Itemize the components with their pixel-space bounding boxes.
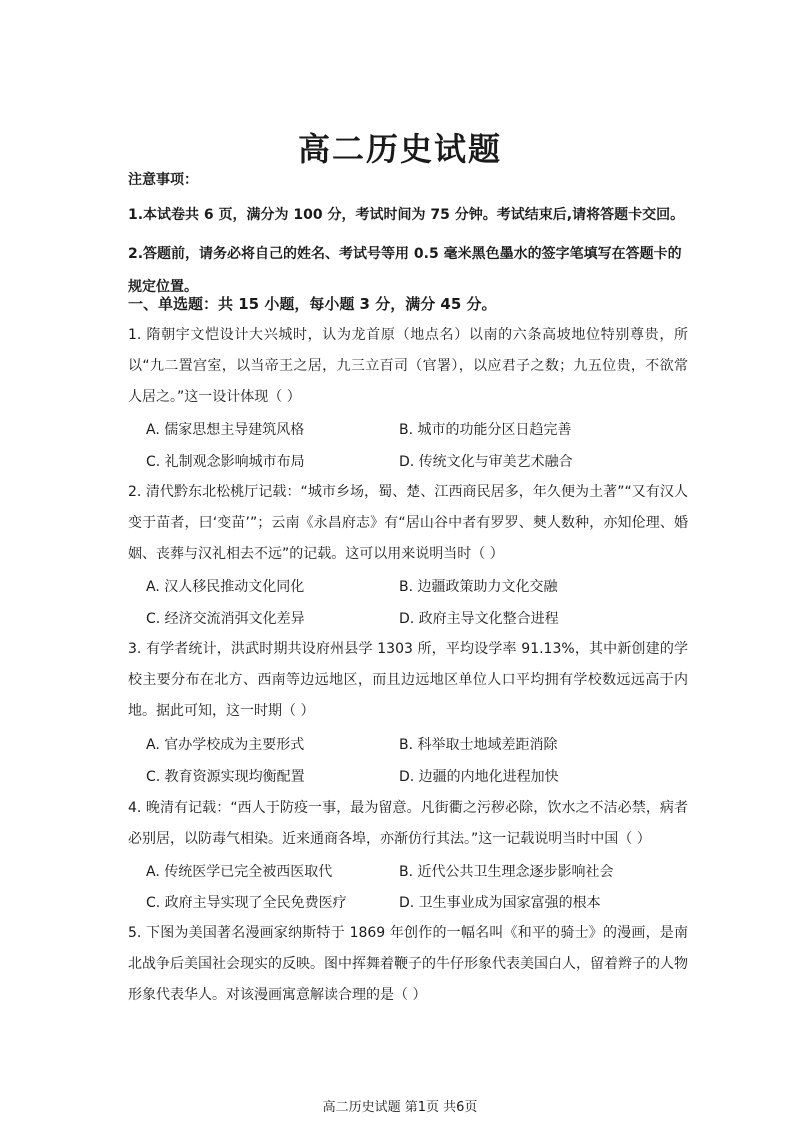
notice-heading: 注意事项： [128,172,198,188]
question-2-option-a: A. 汉人移民推动文化同化 [146,579,305,595]
question-4-option-d: D. 卫生事业成为国家富强的根本 [399,895,601,911]
question-4-stem: 4. 晚清有记载：“西人于防疫一事，最为留意。凡街衢之污秽必除，饮水之不洁必禁，病者必别居，以防毒气相染。近来通商各埠，亦渐仿行其法。”这一记载说明当时中国（ ） [128,800,688,847]
page-title: 高二历史试题 [297,130,502,168]
question-3-stem: 3. 有学者统计，洪武时期共设府州县学 1303 所，平均设学率 91.13%，其中新创建的学校主要分布在北方、西南等边远地区，而且边远地区单位人口平均拥有学校数远远高于内地。据此可知，这一时期（ ） [128,641,688,719]
question-1-option-d: D. 传统文化与审美艺术融合 [399,454,573,470]
question-3-option-c: C. 教育资源实现均衡配置 [146,769,305,785]
page-footer: 高二历史试题 第1页 共6页 [322,1100,478,1115]
question-2-stem: 2. 清代黔东北松桃厅记载：“城市乡场，蜀、楚、江西商民居多，年久便为土著”“又有汉人变于苗者，曰‘变苗’”；云南《永昌府志》有“居山谷中者有罗罗、僰人数种，亦知伦理、婚姻、丧葬与汉礼相去不远”的记载。这可以用来说明当时（ ） [128,484,688,562]
question-4-option-b: B. 近代公共卫生理念逐步影响社会 [399,864,614,880]
question-1-option-b: B. 城市的功能分区日趋完善 [399,422,572,438]
question-1-option-c: C. 礼制观念影响城市布局 [146,454,305,470]
question-1-stem: 1. 隋朝宇文恺设计大兴城时，认为龙首原（地点名）以南的六条高坡地位特别尊贵，所以“九二置宫室，以当帝王之居，九三立百司（官署），以应君子之数；九五位贵，不欲常人居之。”这一设计体现（ ） [128,327,688,405]
question-4-option-c: C. 政府主导实现了全民免费医疗 [146,895,347,911]
notice-item-1: 1.本试卷共 6 页，满分为 100 分，考试时间为 75 分钟。考试结束后,请将答题卡交回。 [128,207,685,223]
question-3-option-d: D. 边疆的内地化进程加快 [399,769,559,785]
question-2-option-d: D. 政府主导文化整合进程 [399,611,559,627]
question-5-stem: 5. 下图为美国著名漫画家纳斯特于 1869 年创作的一幅名叫《和平的骑士》的漫画，是南北战争后美国社会现实的反映。图中挥舞着鞭子的牛仔形象代表美国白人，留着辫子的人物形象代表华人。对该漫画寓意解读合理的是（ ） [128,925,688,1003]
section-heading: 一、单选题：共 15 小题，每小题 3 分，满分 45 分。 [128,295,497,313]
question-2-option-b: B. 边疆政策助力文化交融 [399,579,558,595]
question-2-option-c: C. 经济交流消弭文化差异 [146,611,305,627]
question-3-option-b: B. 科举取士地域差距消除 [399,737,558,753]
notice-item-2: 2.答题前，请务必将自己的姓名、考试号等用 0.5 毫米黑色墨水的签字笔填写在答题卡的规定位置。 [128,246,682,295]
question-1-option-a: A. 儒家思想主导建筑风格 [146,422,305,438]
question-3-option-a: A. 官办学校成为主要形式 [146,737,305,753]
question-4-option-a: A. 传统医学已完全被西医取代 [146,864,333,880]
